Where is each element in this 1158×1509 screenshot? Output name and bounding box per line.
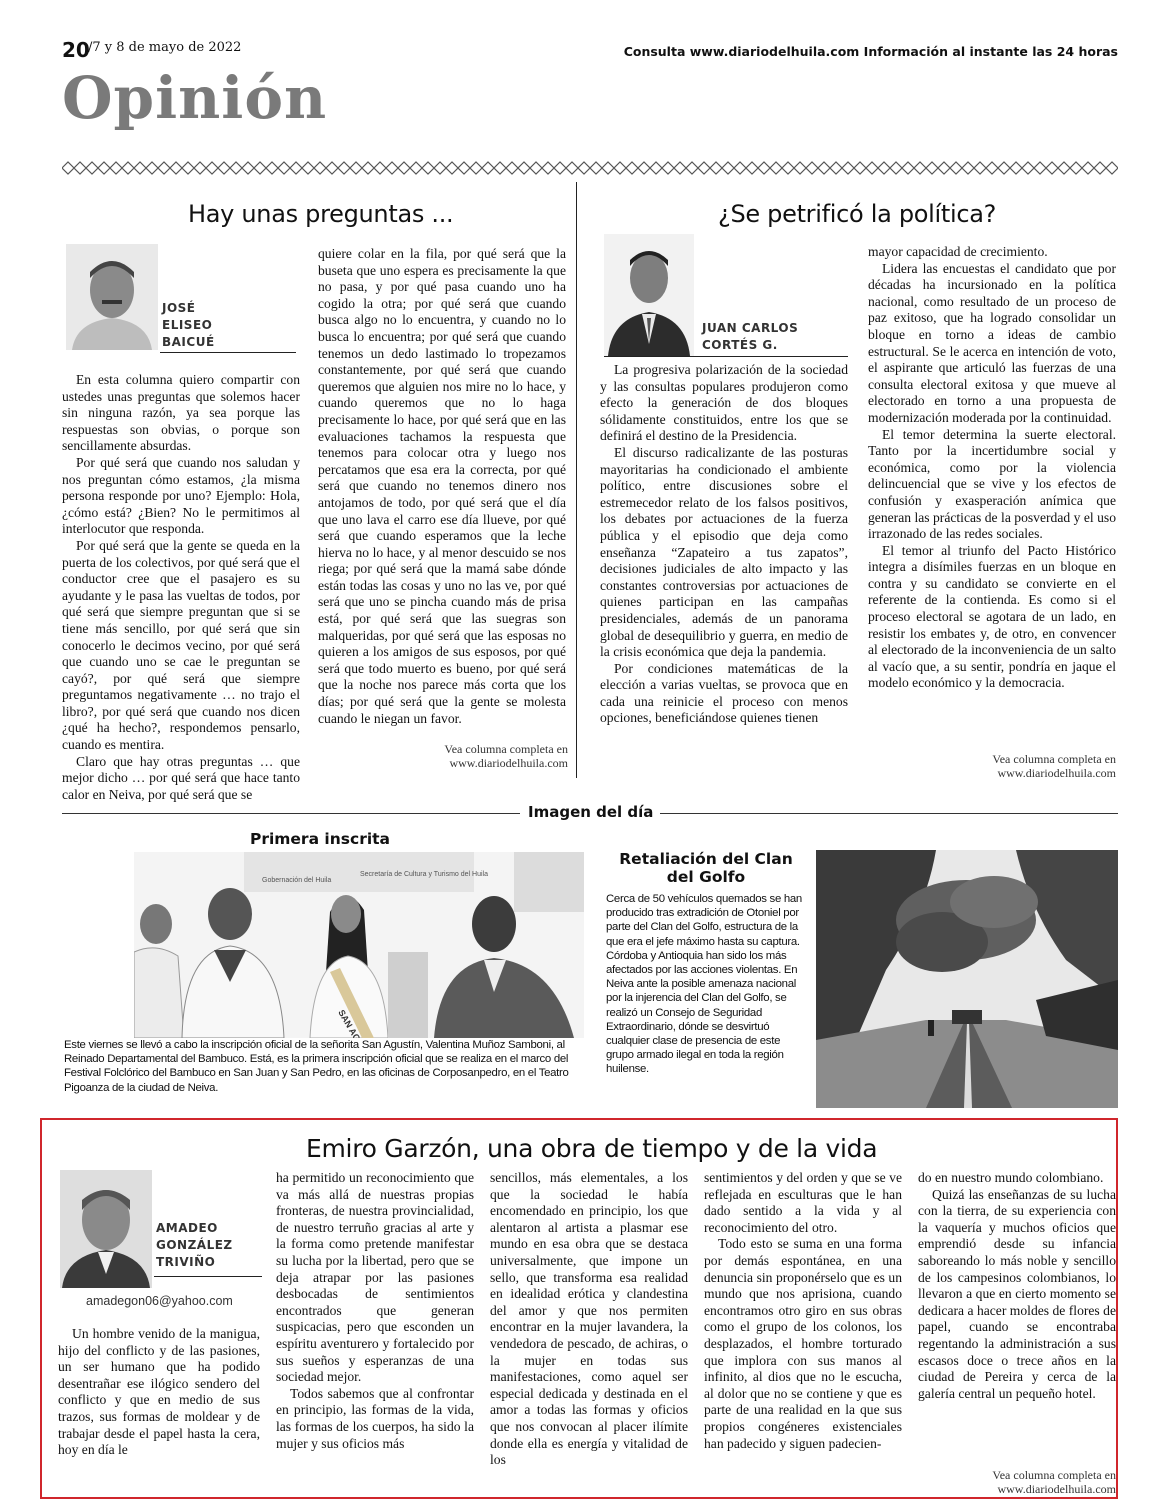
paragraph: Claro que hay otras preguntas … que mejor dicho … por qué será que hace tanto calor en Neiva, por qué será que se bbox=[62, 753, 300, 802]
paragraph: sencillos, más elementales, a los que la sociedad le había encomendado en principio, los que alentaron al artista a plasmar ese mundo en esa obra que se destaca universalmente, que impone un sello, que transforma esa realidad en idealidad erótica y clandestina del amor y que nos permiten encontrar en la mujer lavandera, la vendedora de pescado, de achiras, o la mujer en todas sus manifestaciones, como aquel ser especial dedicada y destinada en el amor a todas las formas y oficios que nos convocan al placer ilímite donde ella es energía y vitalidad de los bbox=[490, 1170, 688, 1468]
paragraph: Quizá las enseñanzas de su lucha con la tierra, de su experiencia con la vaquería y muchos oficios que emprendió desde su infancia saboreando lo más noble y sencillo de los campesinos colombianos, lo llevaron a que en cierto momento se dedicara a hacer moldes de flores de papel, cuando se encontraba regentando la administración a sus escasos doce o trece años en la ciudad de Pereira y cerca de la galería central un pequeño hotel. bbox=[918, 1186, 1116, 1401]
photo-inscription-event bbox=[134, 852, 584, 1038]
paragraph: Todo esto se suma en una forma por demás espontánea, en una denuncia sin proponérselo que es un mundo que nos aprisiona, cuando encontramos otro giro en sus obras como el grupo de los colonos, los desplazados, el hombre torturado que implora con sus manos al infinito, al dios que no le escucha, al dolor que no se contiene y que es parte de una realidad en la que sus propios congéneres existenciales han padecido y siguen padecien- bbox=[704, 1236, 902, 1451]
paragraph: Un hombre venido de la manigua, hijo del conflicto y de las pasiones, un ser humano que ha podido desentrañar ese ilógico sendero del conflicto y que en medio de sus trazos, sus formas de moldear y de trabajar desde el papel hasta la cera, hoy en día le bbox=[58, 1326, 260, 1458]
paragraph: En esta columna quiero compartir con ustedes unas preguntas que solemos hacer sin ninguna razón, ya sea porque las respuestas son obvias, o porque son sencillamente absurdas. bbox=[62, 372, 300, 454]
article1-title: Hay unas preguntas ... bbox=[188, 200, 454, 228]
paragraph: ha permitido un reconocimiento que va más allá de nuestras propias fronteras, de nuestra provincialidad, de nuestro terruño gracias al arte y la forma como pretende manifestar su lucha por la libertad, pero que se deja atrapar por las pasiones desbocadas de sentimientos encontrados que generan suspicacias, pero que esconden un espíritu aventurero y fortalecido por sus sueños y esperanzas de una sociedad mejor. bbox=[276, 1170, 474, 1385]
paragraph: Todos sabemos que al confrontar en principio, las formas de la vida, las formas de los cuerpos, ha sido la mujer y sus oficios más bbox=[276, 1385, 474, 1451]
photo2-caption: Cerca de 50 vehículos quemados se han producido tras extradición de Otoniel por parte del Clan del Golfo, estructura de la que era el jefe máximo hasta su captura. Córdoba y Antioquia han sido los más afectados por las acciones violentas. En Neiva ante la posible amenaza nacional por la injerencia del Clan del Golfo, se realizó un Consejo de Seguridad Extraordinario, dónde se desvirtuó cualquier clase de presencia de este grupo armado ilegal en toda la región huilense. bbox=[606, 893, 802, 1076]
article1-see-more: Vea columna completa en www.diariodelhuila.com bbox=[360, 742, 568, 770]
article3-column-1 bbox=[58, 1326, 260, 1459]
website-link[interactable]: www.diariodelhuila.com bbox=[449, 756, 568, 770]
article3-author: AMADEO GONZÁLEZ TRIVIÑO bbox=[156, 1221, 233, 1269]
author-photo-baicue bbox=[66, 244, 158, 350]
article2-title: ¿Se petrificó la política? bbox=[718, 200, 997, 228]
author-photo-cortes bbox=[604, 234, 694, 356]
banner-text: Gobernación del Huila bbox=[262, 877, 332, 884]
paragraph: do en nuestro mundo colombiano. bbox=[918, 1170, 1104, 1185]
article2-column-1 bbox=[600, 362, 848, 727]
article3-column-3 bbox=[490, 1170, 688, 1469]
article1-column-2 bbox=[318, 246, 566, 727]
paragraph: mayor capacidad de crecimiento. bbox=[868, 244, 1048, 259]
paragraph: Por qué será que cuando nos saludan y nos preguntan cómo estamos, ¿la misma persona responde por uno? Ejemplo: Hola, ¿cómo está? ¿Bien? No le permitimos al interlocutor que responda. bbox=[62, 454, 300, 537]
paragraph: El discurso radicalizante de las posturas mayoritarias ha condicionado el ambiente político, entre discusiones sobre el estremecedor relato de los falsos positivos, los debates por actuaciones de la fuerza pública y el episodio que deja como enseñanza “Zapateiro a tus zapatos”, decisiones judiciales de alto impacto y las constantes controversias por actuaciones de quienes participan en las campañas presidenciales, además de un panorama global de desequilibrio y guerra, en medio de la crisis económica que deja la pandemia. bbox=[600, 444, 848, 660]
byline-rule bbox=[604, 356, 848, 357]
photo2-title: Retaliación del Clan del Golfo bbox=[619, 850, 793, 886]
byline-rule bbox=[160, 352, 296, 353]
author-photo-gonzalez bbox=[60, 1170, 152, 1288]
image-of-day-label: Imagen del día bbox=[524, 803, 657, 821]
image-of-day-rule-right bbox=[660, 813, 1118, 814]
article3-column-4 bbox=[704, 1170, 902, 1452]
article2-author: JUAN CARLOS CORTÉS G. bbox=[702, 321, 799, 352]
article3-column-2 bbox=[276, 1170, 474, 1452]
article2-column-2 bbox=[868, 244, 1116, 692]
photo-burning-vehicles bbox=[816, 850, 1118, 1108]
article2-see-more: Vea columna completa en www.diariodelhuila.com bbox=[900, 752, 1116, 780]
article1-column-1 bbox=[62, 372, 300, 803]
paragraph: La progresiva polarización de la sociedad y las consultas populares produjeron como efecto la generación de dos bloques sólidamente constituidos, entre los que se definirá el destino de la Presidencia. bbox=[600, 362, 848, 444]
paragraph: Por condiciones matemáticas de la elección a varias vueltas, se provoca que en cada una reinicie el proceso con menos opciones, beneficiándose quienes tienen bbox=[600, 660, 848, 726]
column-divider bbox=[576, 182, 577, 778]
photo1-title: Primera inscrita bbox=[249, 830, 391, 848]
byline-rule bbox=[154, 1276, 262, 1277]
banner-text: Secretaría de Cultura y Turismo del Huila bbox=[360, 871, 488, 878]
article3-title: Emiro Garzón, una obra de tiempo y de la vida bbox=[306, 1134, 878, 1163]
paragraph: El temor determina la suerte electoral. Tanto por la incertidumbre social y económica, como por la violencia delincuencial que se vive y los efectos de confusión y exasperación anímica que generan las prácticas de la posverdad y el uso irrazonado de las redes sociales. bbox=[868, 426, 1116, 542]
paragraph: sentimientos y del orden y que se ve reflejada en esculturas que le han dado sentido a la vida y al reconocimiento del otro. bbox=[704, 1170, 902, 1235]
photo1-caption: Este viernes se llevó a cabo la inscripción oficial de la señorita San Agustín, Valentina Muñoz Samboni, al Reinado Departamental del Bambuco. Está, es la primera inscripción oficial que se realiza en el marco del Festival Folclórico del Bambuco en San Juan y San Pedro, en las oficinas de Corposanpedro, en el Teatro Pigoanza de la ciudad de Neiva. bbox=[64, 1039, 569, 1094]
article3-see-more: Vea columna completa en www.diariodelhuila.com bbox=[920, 1468, 1116, 1496]
author-email[interactable]: amadegon06@yahoo.com bbox=[86, 1294, 233, 1308]
article3-column-5 bbox=[918, 1170, 1116, 1402]
article1-author: JOSÉ ELISEO BAICUÉ bbox=[162, 301, 215, 349]
page-number: 20 bbox=[62, 38, 90, 62]
website-link[interactable]: www.diariodelhuila.com bbox=[997, 1482, 1116, 1496]
issue-date: /7 y 8 de mayo de 2022 bbox=[88, 40, 242, 55]
paragraph: Por qué será que la gente se queda en la puerta de los colectivos, por qué será que el conductor cree que el pasajero es su ayudante y le pasa las vueltas de todos, por qué será que siempre preguntan que si se tiene más sencillo, por qué será que sin conocerlo le decimos vecino, por qué será que cuando uno se cae le preguntan se cayó?, por qué será que siempre preguntamos negativamente … no trajo el libro?, por qué será que cuando nos dicen ¿qué ha hecho?, respondemos pensarlo, cuando es mentira. bbox=[62, 537, 300, 753]
site-tagline: Consulta www.diariodelhuila.com Información al instante las 24 horas bbox=[623, 44, 1118, 59]
section-title: Opinión bbox=[62, 64, 328, 132]
decorative-divider bbox=[62, 161, 1118, 175]
paragraph: Lidera las encuestas el candidato que por décadas ha incursionado en la política nacional, como resultado de un proceso de paz exitoso, que ha logrado consolidar un bloque en torno a ideas de cambio estructural. Se le acerca en intención de voto, el aspirante que articuló las fuerzas de una consulta electoral exitosa y que mueve al electorado en torno a una propuesta de modernización moderada por la continuidad. bbox=[868, 260, 1116, 425]
image-of-day-rule-left bbox=[62, 813, 520, 814]
paragraph: El temor al triunfo del Pacto Histórico integra a disímiles fuerzas en un bloque en contra y su candidato se convierte en el referente de la contienda. Es como si el proceso electoral se agotara de un lado, en resistir los embates y, de otro, en convencer al electorado de la inconveniencia de un salto al vacío que, a su sentir, pondría en jaque el modelo económico y la democracia. bbox=[868, 542, 1116, 691]
website-link[interactable]: www.diariodelhuila.com bbox=[997, 766, 1116, 780]
paragraph: quiere colar en la fila, por qué será que la buseta que uno espera es precisamente la que no pasa, y por qué pasa cuando uno ha cogido la otra; por qué será que cuando busca algo no lo encuentra, y cuando no lo busca lo encuentra; por qué será que cuando tenemos un dedo lastimado lo tropezamos constantemente, por qué será que cuando queremos que alguien nos mire no lo hace, y cuando queremos que no lo haga precisamente lo hace, por qué será que en las evaluaciones tachamos la respuesta que tenemos para colocar otra y luego nos percatamos que esa era la correcta, por qué será que cuando no tenemos dinero nos antojamos de todo, por qué será que el día que uno lava el carro ese día llueve, por qué será que cuando esperamos que la leche hierva no lo hace, y al menor descuido se nos riega; por qué será que la mamá sabe dónde están todas las cosas y uno no las ve, por qué será que uno se pincha cuando más de prisa está, por qué será que las suegras son malqueridas, por qué será que las esposas no quieren a los amigos de sus esposos, por qué será que todo muerto es bueno, por qué será que la noche nos parece más corta que los días; por qué será que la gente se molesta cuando le niegan un favor. bbox=[318, 246, 566, 726]
